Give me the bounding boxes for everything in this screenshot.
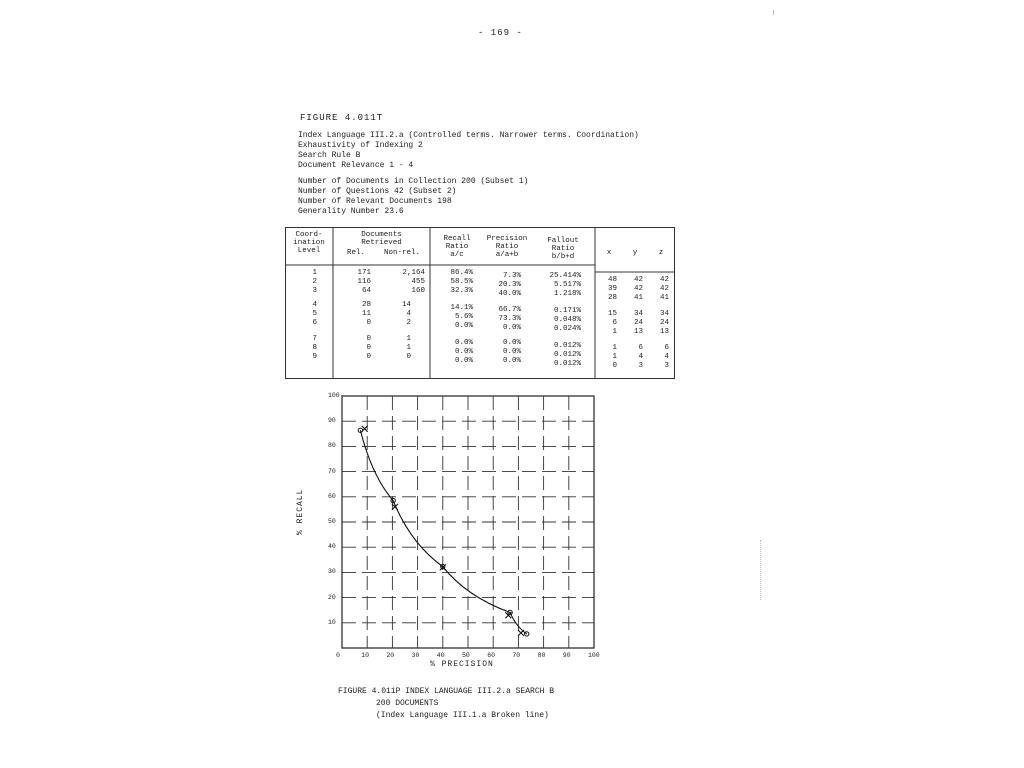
x-tick-label: 10 (361, 652, 369, 659)
precision-col: 66.7% 73.3% 0.0% (498, 306, 521, 332)
fallout-col: 0.012% 0.012% 0.012% (553, 342, 581, 368)
rel-col: 28 11 0 (361, 301, 371, 327)
x-tick-label: 30 (411, 652, 420, 659)
x-header: x (606, 249, 612, 257)
y-tick-label: 100 (328, 392, 340, 399)
x-tick-label: 50 (462, 652, 470, 659)
z-col: 34 24 13 (659, 310, 669, 336)
level-col: 7 8 9 (312, 335, 317, 361)
recall-precision-curve (360, 430, 526, 634)
y-axis-label: % RECALL (296, 488, 305, 535)
recall-header: Recall Ratio a/c (443, 235, 471, 259)
y-col: 34 24 13 (633, 310, 643, 336)
x-tick-label: 60 (487, 652, 495, 659)
x-tick-label: 20 (386, 652, 395, 659)
x-axis-label: % PRECISION (430, 660, 494, 669)
page-number: - 169 - (478, 28, 523, 38)
y-tick-label: 50 (328, 518, 336, 525)
header-number-relevant: Number of Relevant Documents 198 (298, 197, 452, 206)
y-col: 6 4 3 (638, 344, 643, 370)
y-tick-label: 70 (328, 467, 336, 475)
x-col: 15 6 1 (607, 310, 617, 336)
level-col: 4 5 6 (312, 301, 317, 327)
nonrel-col: 1 1 0 (406, 335, 411, 361)
x-tick-label: 90 (562, 652, 571, 659)
y-tick-label: 30 (328, 568, 336, 576)
documents-header: Documents Retrieved (361, 231, 402, 247)
header-generality-number: Generality Number 23.6 (298, 207, 404, 216)
precision-col: 7.3% 20.3% 40.0% (498, 272, 521, 298)
recall-precision-chart (296, 388, 610, 673)
y-col: 42 42 41 (633, 276, 643, 302)
y-tick-label: 10 (328, 618, 336, 626)
figure-title: FIGURE 4.011T (300, 113, 384, 123)
coord-header: Coord- ination Level (293, 231, 325, 255)
nonrel-col: 14 4 2 (401, 301, 411, 327)
caption-line-2: 200 DOCUMENTS (376, 699, 439, 708)
data-point-cross (518, 630, 524, 636)
caption-line-3: (Index Language III.1.a Broken line) (376, 711, 549, 720)
chart-plot (300, 388, 610, 673)
header-number-questions: Number of Questions 42 (Subset 2) (298, 187, 457, 196)
y-tick-label: 90 (328, 417, 336, 425)
rel-col: 171 116 64 (357, 269, 371, 295)
scan-corner-mark (773, 10, 774, 15)
x-tick-label: 70 (512, 652, 521, 659)
z-col: 6 4 3 (664, 344, 669, 370)
header-number-documents: Number of Documents in Collection 200 (Subset 1) (298, 177, 529, 186)
z-header: z (658, 249, 664, 257)
recall-col: 86.4% 58.5% 32.3% (450, 269, 473, 295)
precision-col: 0.0% 0.0% 0.0% (502, 339, 521, 365)
x-col: 1 1 0 (612, 344, 617, 370)
header-exhaustivity: Exhaustivity of Indexing 2 (298, 141, 423, 150)
y-tick-label: 40 (328, 543, 336, 551)
x-col: 48 39 28 (607, 276, 617, 302)
precision-header: Precision Ratio a/a+b (486, 235, 528, 259)
recall-col: 14.1% 5.6% 0.0% (450, 304, 473, 330)
rel-col: 0 0 0 (366, 335, 371, 361)
x-tick-label: 100 (588, 652, 600, 659)
y-tick-label: 80 (328, 442, 336, 450)
x-tick-label: 40 (436, 652, 445, 659)
y-tick-label: 60 (328, 492, 336, 500)
rel-header: Rel. (346, 249, 365, 257)
z-col: 42 42 41 (659, 276, 669, 302)
scan-margin-marks (760, 540, 763, 600)
recall-col: 0.0% 0.0% 0.0% (454, 339, 473, 365)
header-document-relevance: Document Relevance 1 - 4 (298, 161, 414, 170)
nonrel-col: 2,164 455 160 (402, 269, 425, 295)
y-tick-label: 20 (328, 593, 336, 601)
nonrel-header: Non-rel. (383, 249, 420, 257)
caption-line-1: FIGURE 4.011P INDEX LANGUAGE III.2.a SEARCH B (338, 687, 555, 696)
x-tick-label: 80 (537, 652, 546, 659)
figure-caption (338, 686, 554, 722)
level-col: 1 2 3 (312, 269, 317, 295)
header-index-language: Index Language III.2.a (Controlled terms. Narrower terms. Coordination) (298, 131, 639, 140)
figure-header (298, 131, 639, 217)
fallout-col: 25.414% 5.517% 1.218% (549, 272, 581, 298)
fallout-col: 0.171% 0.048% 0.024% (553, 307, 581, 333)
x-tick-label: 0 (336, 652, 340, 659)
results-table (285, 227, 675, 379)
y-header: y (632, 249, 638, 257)
fallout-header: Fallout Ratio b/b+d (547, 237, 579, 261)
header-search-rule: Search Rule B (298, 151, 361, 160)
